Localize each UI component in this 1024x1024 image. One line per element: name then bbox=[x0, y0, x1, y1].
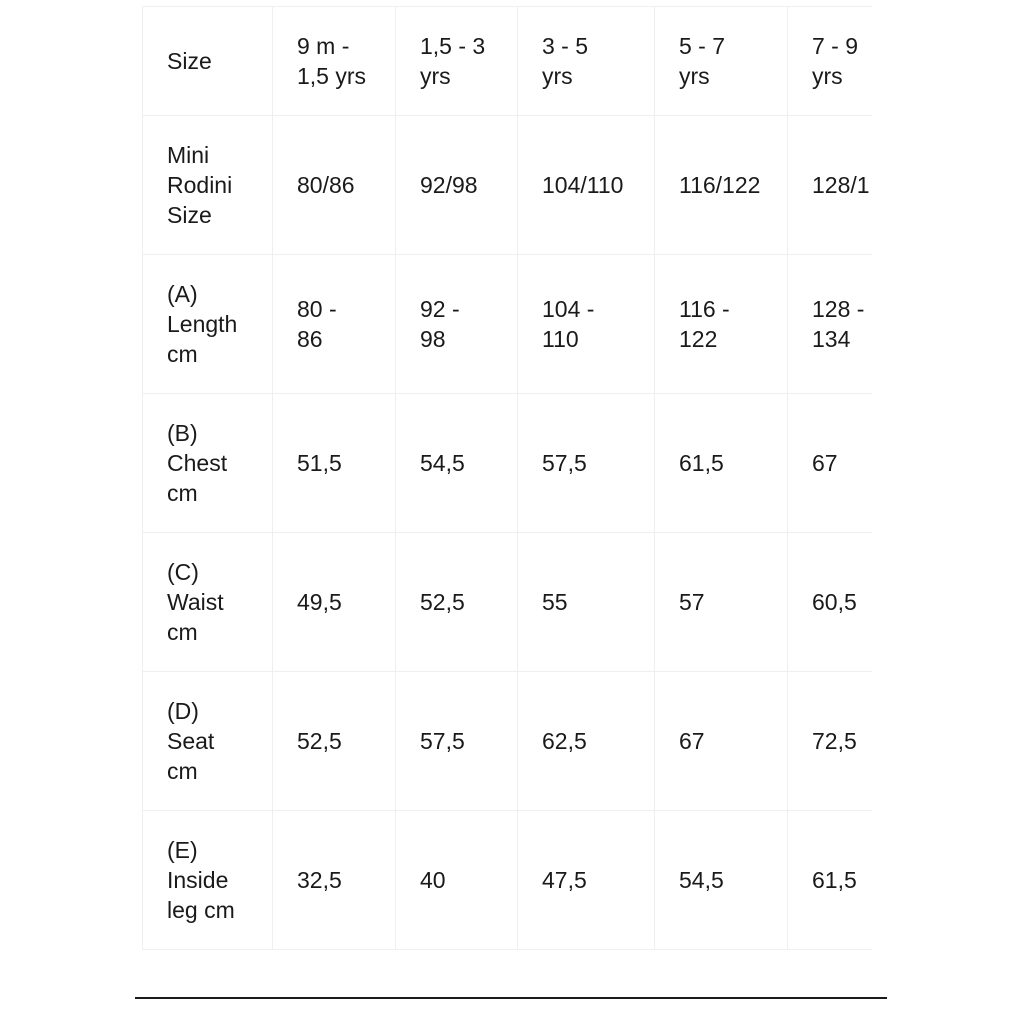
row-label: (D) Seat cm bbox=[143, 672, 273, 811]
table-cell: 80 - 86 bbox=[273, 255, 396, 394]
header-cell-size: Size bbox=[143, 7, 273, 116]
header-cell-age: 7 - 9 yrs bbox=[788, 7, 873, 116]
table-cell: 92 - 98 bbox=[396, 255, 518, 394]
table-cell: 32,5 bbox=[273, 811, 396, 950]
row-label: (A) Length cm bbox=[143, 255, 273, 394]
table-cell: 57 bbox=[655, 533, 788, 672]
header-cell-age: 1,5 - 3 yrs bbox=[396, 7, 518, 116]
table-row-mini-rodini-size bbox=[143, 116, 873, 255]
table-cell: 67 bbox=[788, 394, 873, 533]
table-row-waist bbox=[143, 533, 873, 672]
table-cell: 104 - 110 bbox=[518, 255, 655, 394]
header-cell-age: 9 m - 1,5 yrs bbox=[273, 7, 396, 116]
table-row-seat bbox=[143, 672, 873, 811]
table-cell: 92/98 bbox=[396, 116, 518, 255]
table-cell: 116/122 bbox=[655, 116, 788, 255]
bottom-divider bbox=[135, 997, 887, 999]
table-cell: 52,5 bbox=[273, 672, 396, 811]
row-label: (C) Waist cm bbox=[143, 533, 273, 672]
size-chart bbox=[142, 6, 872, 951]
size-table bbox=[142, 6, 872, 950]
table-cell: 116 - 122 bbox=[655, 255, 788, 394]
row-label: (E) Inside leg cm bbox=[143, 811, 273, 950]
table-cell: 128 - 134 bbox=[788, 255, 873, 394]
table-cell: 55 bbox=[518, 533, 655, 672]
table-cell: 47,5 bbox=[518, 811, 655, 950]
table-cell: 54,5 bbox=[655, 811, 788, 950]
table-cell: 67 bbox=[655, 672, 788, 811]
table-cell: 72,5 bbox=[788, 672, 873, 811]
table-cell: 51,5 bbox=[273, 394, 396, 533]
table-cell: 61,5 bbox=[788, 811, 873, 950]
row-label: Mini Rodini Size bbox=[143, 116, 273, 255]
table-cell: 60,5 bbox=[788, 533, 873, 672]
table-cell: 54,5 bbox=[396, 394, 518, 533]
table-cell: 104/110 bbox=[518, 116, 655, 255]
header-row bbox=[143, 7, 873, 116]
table-cell: 80/86 bbox=[273, 116, 396, 255]
table-row-inside-leg bbox=[143, 811, 873, 950]
table-cell: 62,5 bbox=[518, 672, 655, 811]
table-row-chest bbox=[143, 394, 873, 533]
table-row-length bbox=[143, 255, 873, 394]
table-cell: 52,5 bbox=[396, 533, 518, 672]
table-cell: 57,5 bbox=[518, 394, 655, 533]
header-cell-age: 5 - 7 yrs bbox=[655, 7, 788, 116]
table-cell: 40 bbox=[396, 811, 518, 950]
header-cell-age: 3 - 5 yrs bbox=[518, 7, 655, 116]
table-cell: 57,5 bbox=[396, 672, 518, 811]
table-cell: 49,5 bbox=[273, 533, 396, 672]
table-cell: 61,5 bbox=[655, 394, 788, 533]
table-cell: 128/1 bbox=[788, 116, 873, 255]
row-label: (B) Chest cm bbox=[143, 394, 273, 533]
